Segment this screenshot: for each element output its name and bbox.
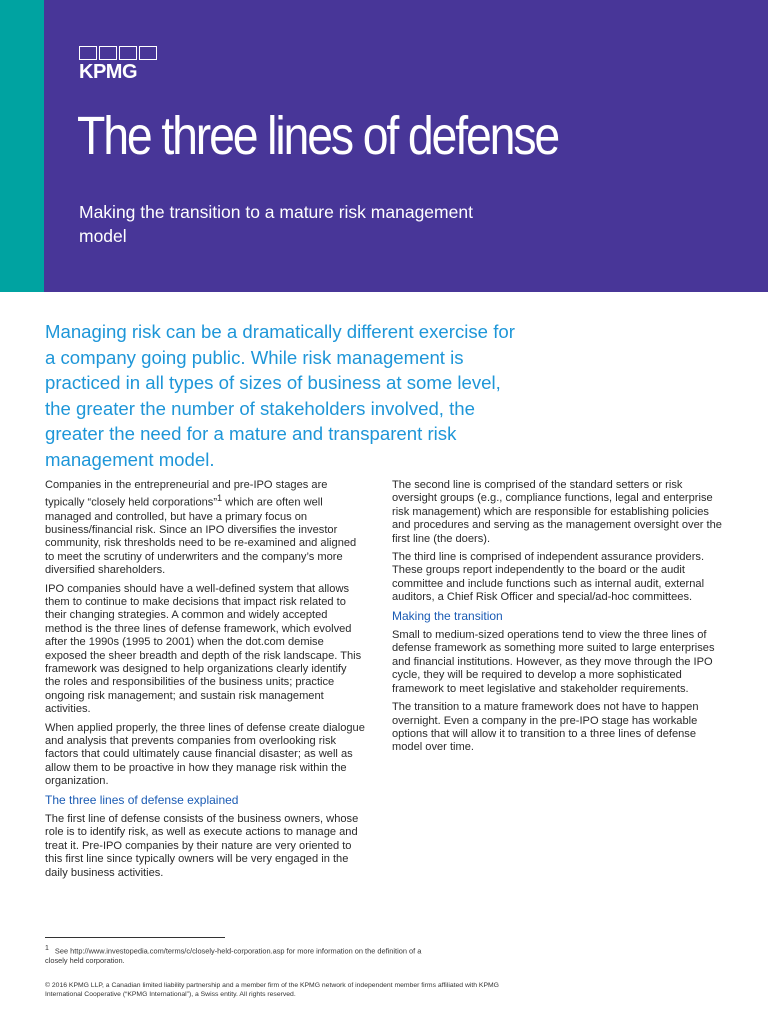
- copyright-notice: © 2016 KPMG LLP, a Canadian limited liability partnership and a member firm of the KPMG network of independent member firms affiliated with KPMG International Cooperative (“KPMG International”), a Swiss entity. All rights reserved.: [45, 982, 499, 999]
- logo-text: KPMG: [79, 61, 137, 83]
- section-heading: The three lines of defense explained: [45, 792, 239, 807]
- footnote-ref: 1: [217, 493, 223, 504]
- paragraph: The transition to a mature framework does not have to happen overnight. Even a company in the pre-IPO stage has workable options that will allow it to transition to a three lines of defense model over time.: [392, 701, 699, 754]
- logo-boxes: [79, 46, 159, 60]
- page-title: The three lines of defense: [77, 106, 559, 166]
- paragraph: When applied properly, the three lines of defense create dialogue and analysis that prevents companies from overlooking risk factors that could ultimately cause financial disaster; as well as allow them to be proactive in how they manage risk within the organization.: [45, 721, 365, 788]
- paragraph: IPO companies should have a well-defined system that allows them to continue to make decisions that impact risk related to their changing strategies. A common and widely accepted method is the three lines of defense framework, which evolved after the 1990s (1995 to 2001) when the dot.com demise exposed the sheer breadth and depth of the risk landscape. This framework was designed to help organizations clearly identify the roles and responsibilities of the business units; practice ongoing risk management; and sustain risk management activities.: [45, 582, 362, 716]
- paragraph: Small to medium-sized operations tend to view the three lines of defense framework as something more suited to large enterprises and financial institutions. However, as they move through the IPO cycle, they will be required to develop a more sophisticated framework to meet legislative and stakeholder requirements.: [392, 629, 715, 695]
- section-heading: Making the transition: [392, 608, 503, 623]
- teal-accent-strip: [0, 0, 44, 292]
- paragraph: Companies in the entrepreneurial and pre-IPO stages are typically “closely held corporations”$^1$ which are often well managed and controlled, but have a primary focus on business/financial risk. Since an IPO diversifies the investor community, risk thresholds need to be re-examined and aligned to meet the scrutiny of underwriters and the company’s more diversified shareholders.: [45, 479, 357, 577]
- page-subtitle: Making the transition to a mature risk management model: [79, 202, 473, 246]
- paragraph: The second line is comprised of the standard setters or risk oversight groups (e.g., compliance functions, legal and enterprise risk management) which are responsible for establishing policies and procedures and serving as the management oversight over the first line (the doers).: [392, 479, 722, 545]
- paragraph: The third line is comprised of independent assurance providers. These groups report independently to the board or the audit committee and include functions such as internal audit, external auditors, a Chief Risk Officer and special/ad-hoc committees.: [392, 551, 705, 604]
- intro-paragraph: Managing risk can be a dramatically different exercise for a company going public. While risk management is practiced in all types of sizes of business at some level, the greater the number of stakeholders involved, the greater the need for a mature and transparent risk management model.: [45, 321, 515, 470]
- left-column: [45, 479, 365, 885]
- footnote-divider: [45, 937, 225, 938]
- footnote: $^1$ See http://www.investopedia.com/terms/c/closely-held-corporation.asp for more information on the definition of a closely held corporation.: [45, 945, 422, 965]
- right-column: [392, 479, 722, 760]
- kpmg-logo: [79, 46, 159, 82]
- paragraph: The first line of defense consists of the business owners, whose role is to identify risk, as well as execute actions to manage and treat it. Pre-IPO companies by their nature are very oriented to this first line since typically owners will be very engaged in the daily business activities.: [45, 813, 359, 879]
- header-banner: [0, 0, 768, 292]
